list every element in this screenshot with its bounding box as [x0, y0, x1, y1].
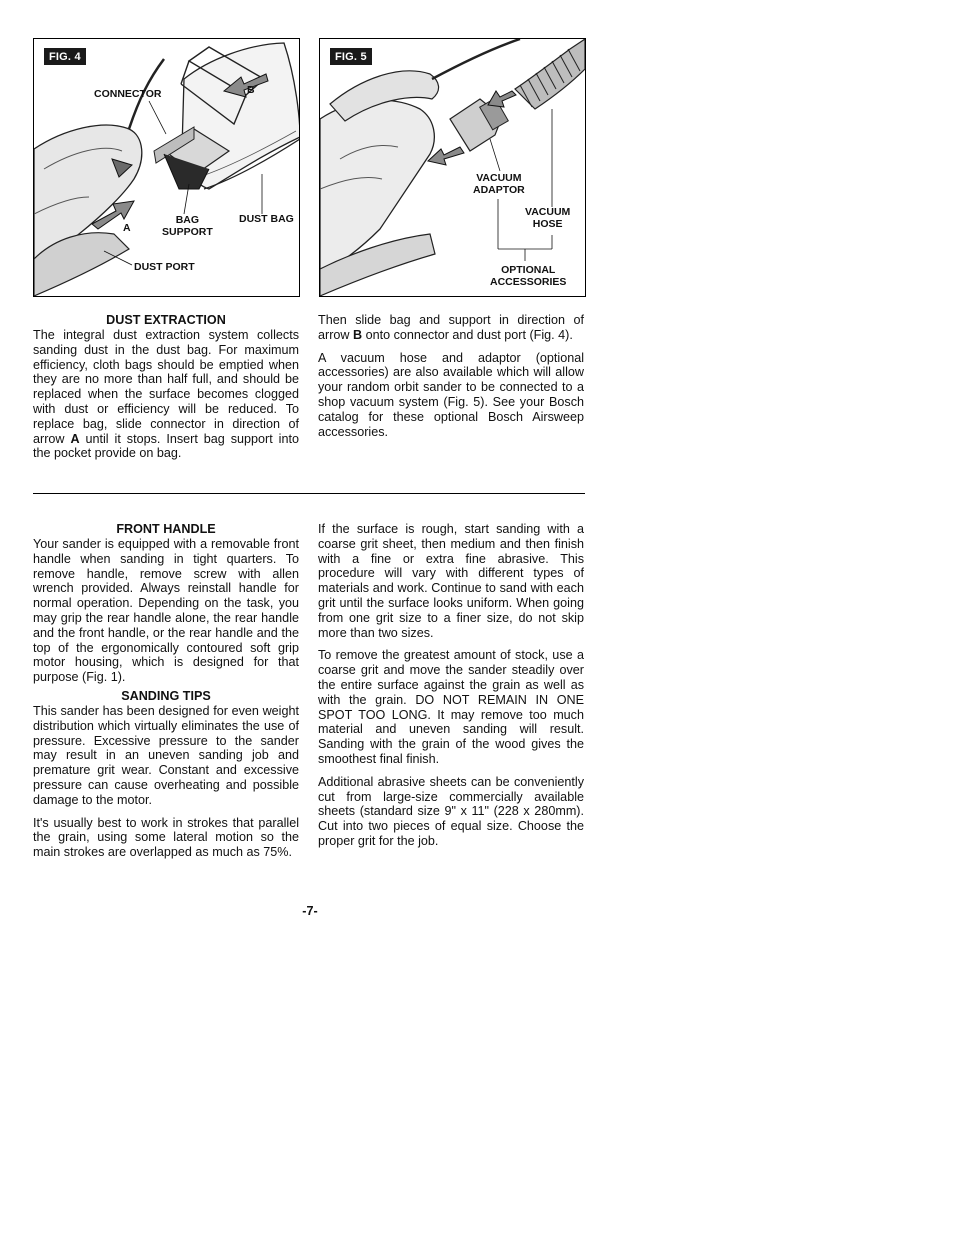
- sanding-tips-right-column: [318, 522, 584, 857]
- optional-accessories-label: [490, 264, 566, 288]
- sanding-tips-paragraph-5: Additional abrasive sheets can be conveniently cut from large-size commercially available sheets (standard size 9" x 11" (228 x 280mm). Cut into two pieces of equal size. Choose the proper grit for the job.: [318, 774, 584, 848]
- fig5-illustration: [320, 39, 585, 296]
- figure-4: [33, 38, 300, 297]
- vacuum-hose-label-line2: HOSE: [532, 218, 563, 230]
- vacuum-adaptor-label-line1: VACUUM: [476, 172, 522, 184]
- section-divider: [33, 493, 585, 494]
- arrow-a-label: A: [123, 222, 131, 234]
- dust-extraction-p1-text-a: The integral dust extraction system collects sanding dust in the dust bag. For maximum efficiency, cloth bags should be emptied when they are no more than half full, and should be replaced when the surface becomes clogged with dust or efficiency will be reduced. To replace bag, slide connector in direction of arrow: [33, 328, 299, 446]
- handle-tips-left-column: [33, 522, 299, 868]
- dust-extraction-p1-text-b: until it stops. Insert bag support into the pocket provide on bag.: [33, 431, 299, 461]
- fig4-tag: FIG. 4: [44, 48, 86, 65]
- vacuum-adaptor-label-line2: ADAPTOR: [473, 184, 525, 196]
- fig4-illustration: [34, 39, 299, 296]
- dust-extraction-paragraph-1: [33, 328, 299, 461]
- front-handle-paragraph: Your sander is equipped with a removable front handle when sanding in tight quarters. To remove handle, remove screw with allen wrench provided. Always reinstall handle for normal operation. Depending on the task, you may grip the rear handle alone, the rear handle and the front handle, or the rear handle and the top of the ergonomically contoured soft grip motor housing, which is designed for that purpose (Fig. 1).: [33, 537, 299, 685]
- arrow-b-label: B: [247, 84, 255, 96]
- bag-support-label-line2: SUPPORT: [162, 226, 213, 238]
- dust-extraction-paragraph-2: [318, 313, 584, 343]
- bag-support-label: [162, 214, 213, 238]
- fig5-tag: FIG. 5: [330, 48, 372, 65]
- front-handle-heading: FRONT HANDLE: [116, 522, 216, 536]
- figure-5: [319, 38, 586, 297]
- arrow-a-reference: A: [70, 431, 80, 446]
- dust-port-label: DUST PORT: [134, 261, 195, 273]
- page-number: -7-: [302, 904, 318, 918]
- sanding-tips-paragraph-1: This sander has been designed for even weight distribution which virtually eliminates the use of pressure. Excessive pressure to the sander may result in an uneven sanding job and premature grit wear. Constant and excessive pressure can cause overheating and possible damage to the motor.: [33, 703, 299, 807]
- connector-label: CONNECTOR: [94, 88, 162, 100]
- bag-support-label-line1: BAG: [175, 214, 200, 226]
- sanding-tips-paragraph-2: It's usually best to work in strokes that parallel the grain, using some lateral motion so the main strokes are overlapped as much as 75%.: [33, 815, 299, 860]
- dust-extraction-heading: DUST EXTRACTION: [106, 313, 226, 327]
- vacuum-hose-label: [525, 206, 570, 230]
- vacuum-adaptor-label: [473, 172, 525, 196]
- dust-extraction-left-column: [33, 313, 299, 469]
- dust-bag-label: DUST BAG: [239, 213, 294, 225]
- dust-extraction-paragraph-3: A vacuum hose and adaptor (optional accessories) are also available which will allow your random orbit sander to be connected to a shop vacuum system (Fig. 5). See your Bosch catalog for these optional Bosch Airsweep accessories.: [318, 350, 584, 439]
- optional-accessories-label-line1: OPTIONAL: [501, 264, 556, 276]
- dust-extraction-right-column: [318, 313, 584, 447]
- sanding-tips-heading: SANDING TIPS: [121, 688, 211, 703]
- arrow-b-reference: B: [353, 327, 363, 342]
- optional-accessories-label-line2: ACCESSORIES: [490, 276, 567, 288]
- dust-extraction-p2-text-a: Then slide bag and support in direction of arrow: [318, 313, 584, 342]
- sanding-tips-paragraph-3: If the surface is rough, start sanding with a coarse grit sheet, then medium and then finish with a fine or extra fine abrasive. This procedure will vary with different types of materials and work. Continue to sand with each grit until the surface looks uniform. When going from one grit size to a finer size, do not skip more than two sizes.: [318, 522, 584, 640]
- vacuum-hose-label-line1: VACUUM: [525, 206, 571, 218]
- dust-extraction-p2-text-b: onto connector and dust port (Fig. 4).: [362, 327, 573, 342]
- sanding-tips-paragraph-4: To remove the greatest amount of stock, use a coarse grit and move the sander steadily over the entire surface against the grain as well as with the grain. DO NOT REMAIN IN ONE SPOT TOO LONG. It may remove too much material and uneven sanding will result. Sanding with the grain of the wood gives the smoothest final finish.: [318, 648, 584, 766]
